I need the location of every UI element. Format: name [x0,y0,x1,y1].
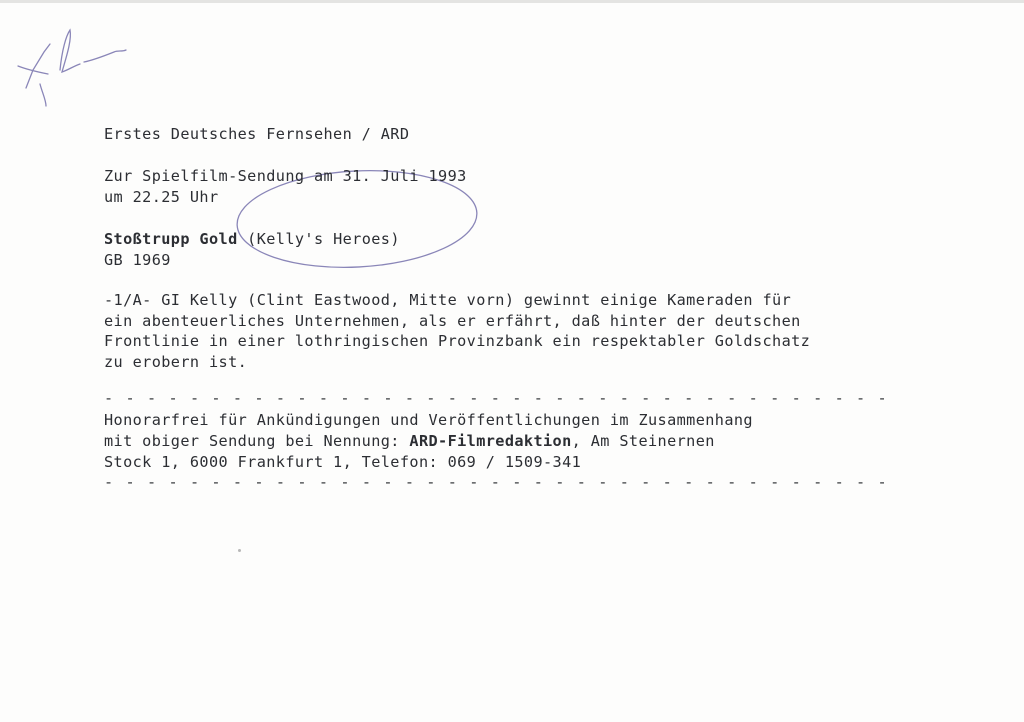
caption-line-3: Frontlinie in einer lothringischen Provinzbank ein respektabler Goldschatz [104,332,811,350]
credit-name: ARD-Filmredaktion [409,432,572,450]
paper-speck [238,549,241,552]
film-origin-line: GB 1969 [104,251,171,269]
caption-line-4: zu erobern ist. [104,353,248,371]
notice-line-2-start: mit obiger Sendung bei Nennung: [104,432,410,450]
notice-line-2-end: , Am Steinernen [571,432,715,450]
caption-line-1: -1/A- GI Kelly (Clint Eastwood, Mitte vorn) gewinnt einige Kameraden für [104,291,792,309]
broadcast-time-line: um 22.25 Uhr [104,188,219,206]
film-original-title: (Kelly's Heroes) [247,230,400,248]
separator-bottom: - - - - - - - - - - - - - - - - - - - - - - - - - - - - - - - - - - - - - [104,473,889,491]
broadcast-date-line: Zur Spielfilm-Sendung am 31. Juli 1993 [104,167,467,185]
broadcaster-line: Erstes Deutsches Fernsehen / ARD [104,125,410,143]
film-title-line [104,229,400,249]
caption-line-2: ein abenteuerliches Unternehmen, als er erfährt, daß hinter der deutschen [104,312,801,330]
notice-line-2 [104,431,715,451]
film-title: Stoßtrupp Gold [104,230,238,248]
separator-top: - - - - - - - - - - - - - - - - - - - - - - - - - - - - - - - - - - - - - [104,389,889,407]
notice-line-1: Honorarfrei für Ankündigungen und Veröffentlichungen im Zusammenhang [104,411,753,429]
handwritten-initials-mark [18,30,126,106]
notice-line-3: Stock 1, 6000 Frankfurt 1, Telefon: 069 / 1509-341 [104,453,582,471]
